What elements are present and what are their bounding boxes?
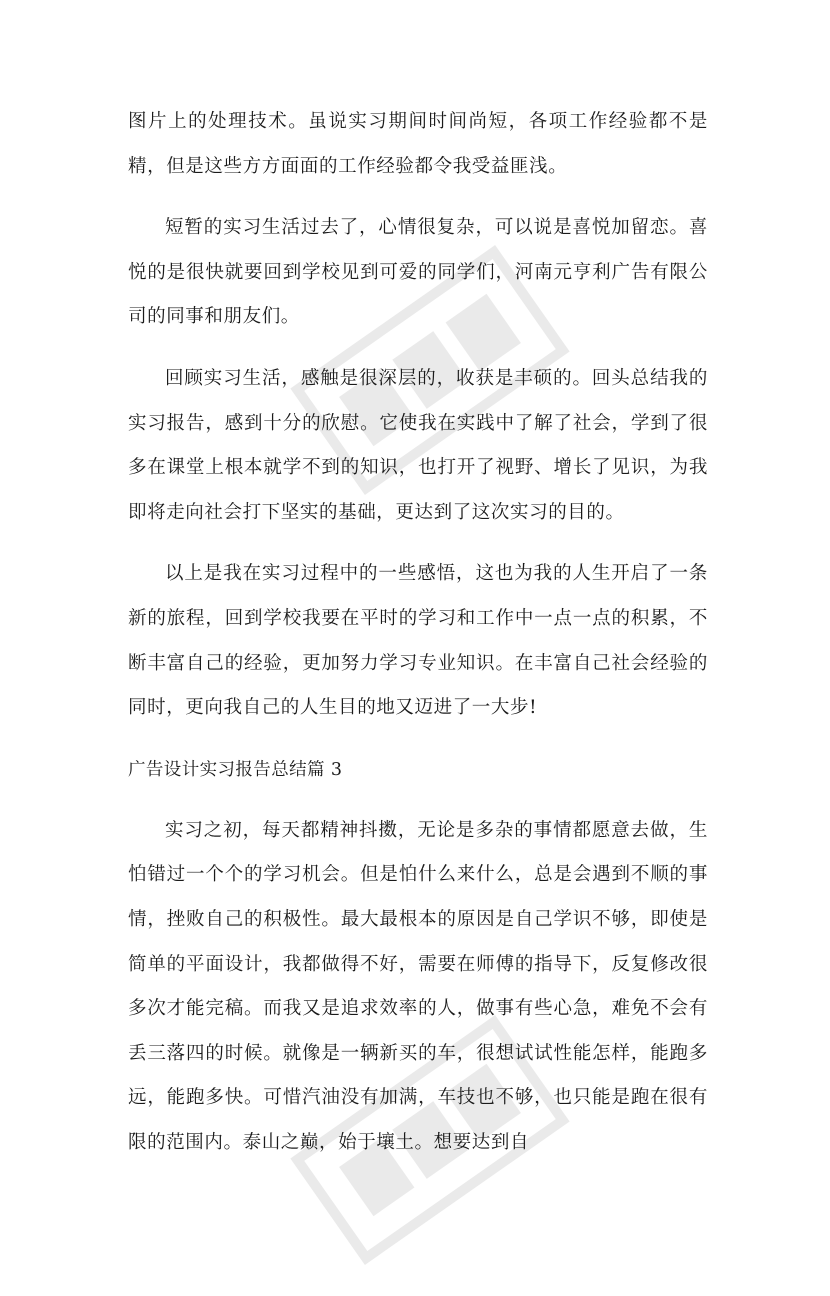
paragraph-3: 回顾实习生活，感触是很深层的，收获是丰硕的。回头总结我的实习报告，感到十分的欣慰。它使我在实践中了解了社会，学到了很多在课堂上根本就学不到的知识，也打开了视野、增长了见识，为我即将走向社会打下坚实的基础，更达到了这次实习的目的。 (128, 367, 708, 523)
paragraph-1: 图片上的处理技术。虽说实习期间时间尚短，各项工作经验都不是精，但是这些方方面面的工作经验都令我受益匪浅。 (128, 111, 708, 177)
paragraph-2: 短暂的实习生活过去了，心情很复杂，可以说是喜悦加留恋。喜悦的是很快就要回到学校见到可爱的同学们，河南元亨利广告有限公司的同事和朋友们。 (128, 217, 708, 328)
document-body (128, 100, 708, 1182)
section-heading: 广告设计实习报告总结篇 3 (128, 759, 343, 780)
paragraph-4: 以上是我在实习过程中的一些感悟，这也为我的人生开启了一条新的旅程，回到学校我要在平时的学习和工作中一点一点的积累，不断丰富自己的经验，更加努力学习专业知识。在丰富自己社会经验的同时，更向我自己的人生目的地又迈进了一大步! (128, 563, 708, 719)
paragraph-5: 实习之初，每天都精神抖擞，无论是多杂的事情都愿意去做，生怕错过一个个的学习机会。但是怕什么来什么，总是会遇到不顺的事情，挫败自己的积极性。最大最根本的原因是自己学识不够，即使是简单的平面设计，我都做得不好，需要在师傅的指导下，反复修改很多次才能完稿。而我又是追求效率的人，做事有些心急，难免不会有丢三落四的时候。就像是一辆新买的车，很想试试性能怎样，能跑多远，能跑多快。可惜汽油没有加满，车技也不够，也只能是跑在很有限的范围内。泰山之巅，始于壤土。想要达到自 (128, 819, 708, 1153)
